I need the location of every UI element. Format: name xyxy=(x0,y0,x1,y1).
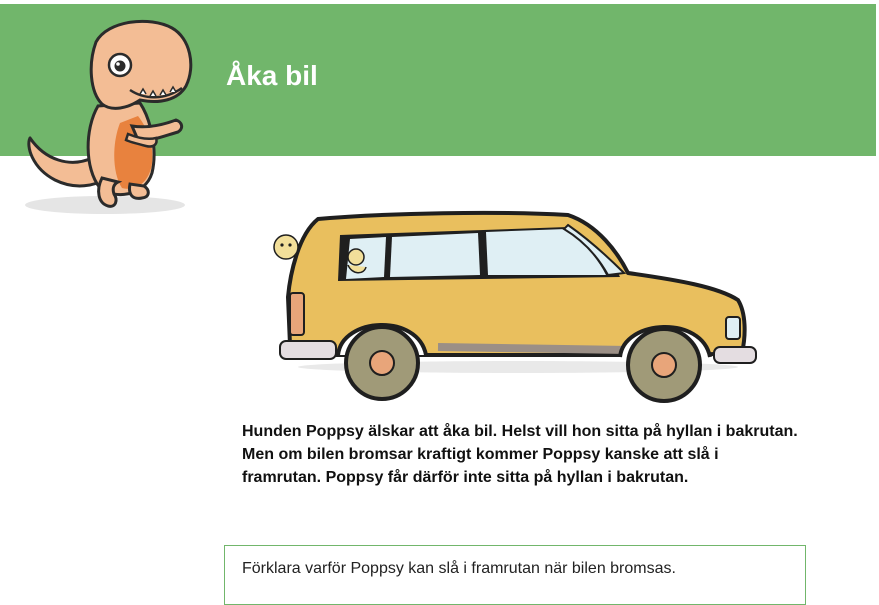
question-prompt: Förklara varför Poppsy kan slå i framrutan när bilen bromsas. xyxy=(242,560,676,577)
dinosaur-mascot-icon xyxy=(0,8,200,218)
page-title: Åka bil xyxy=(226,60,318,91)
car-with-dog-icon xyxy=(268,205,763,405)
question-box xyxy=(224,545,806,605)
story-text: Hunden Poppsy älskar att åka bil. Helst vill hon sitta på hyllan i bakrutan. Men om bilen bromsar kraftigt kommer Poppsy kanske att slå i framrutan. Poppsy får därför inte sitta på hyllan i bakrutan. xyxy=(242,423,798,486)
